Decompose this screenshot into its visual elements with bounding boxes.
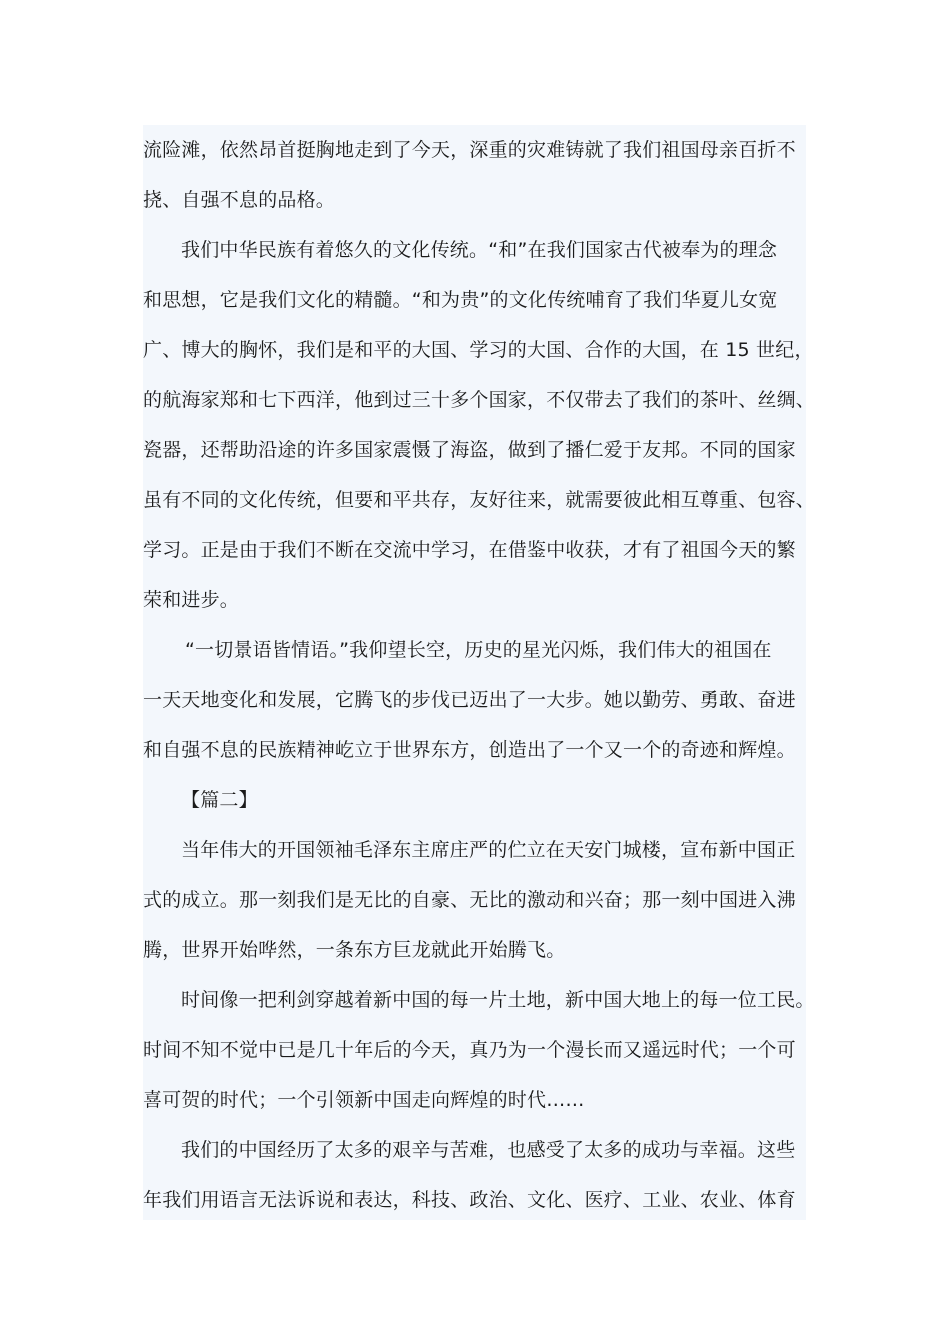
text-line: 式的成立。那一刻我们是无比的自豪、无比的激动和兴奋；那一刻中国进入沸 xyxy=(143,889,796,911)
text-line: 和自强不息的民族精神屹立于世界东方，创造出了一个又一个的奇迹和辉煌。 xyxy=(143,739,796,761)
text-line: 一天天地变化和发展，它腾飞的步伐已迈出了一大步。她以勤劳、勇敢、奋进 xyxy=(143,689,796,711)
text-line: 学习。正是由于我们不断在交流中学习，在借鉴中收获，才有了祖国今天的繁 xyxy=(143,539,796,561)
text-line: 我们中华民族有着悠久的文化传统。“和”在我们国家古代被奉为的理念 xyxy=(181,239,778,261)
text-line: “一切景语皆情语。”我仰望长空，历史的星光闪烁，我们伟大的祖国在 xyxy=(185,639,772,661)
text-line: 我们的中国经历了太多的艰辛与苦难，也感受了太多的成功与幸福。这些 xyxy=(181,1139,796,1161)
text-line: 挠、自强不息的品格。 xyxy=(143,189,336,211)
text-line: 当年伟大的开国领袖毛泽东主席庄严的伫立在天安门城楼，宣布新中国正 xyxy=(181,839,796,861)
text-line: 广、博大的胸怀，我们是和平的大国、学习的大国、合作的大国，在 15 世纪， xyxy=(143,339,814,361)
text-line: 的航海家郑和七下西洋，他到过三十多个国家，不仅带去了我们的茶叶、丝绸、 xyxy=(143,389,816,411)
text-line: 虽有不同的文化传统，但要和平共存，友好往来，就需要彼此相互尊重、包容、 xyxy=(143,489,816,511)
document-text-block xyxy=(143,125,816,1220)
text-line: 和思想，它是我们文化的精髓。“和为贵”的文化传统哺育了我们华夏儿女宽 xyxy=(143,289,778,311)
text-line: 腾，世界开始哗然，一条东方巨龙就此开始腾飞。 xyxy=(143,939,566,961)
text-line: 时间像一把利剑穿越着新中国的每一片土地，新中国大地上的每一位工民。 xyxy=(181,989,815,1011)
text-line: 荣和进步。 xyxy=(143,589,240,611)
text-line: 时间不知不觉中已是几十年后的今天，真乃为一个漫长而又遥远时代；一个可 xyxy=(143,1039,796,1061)
text-line: 流险滩，依然昂首挺胸地走到了今天，深重的灾难铸就了我们祖国母亲百折不 xyxy=(143,139,796,161)
text-line: 年我们用语言无法诉说和表达，科技、政治、文化、医疗、工业、农业、体育 xyxy=(143,1189,796,1211)
text-line: 喜可贺的时代；一个引领新中国走向辉煌的时代…… xyxy=(143,1089,585,1111)
section-heading: 【篇二】 xyxy=(181,789,258,811)
text-line: 瓷器，还帮助沿途的许多国家震慑了海盗，做到了播仁爱于友邦。不同的国家 xyxy=(143,439,796,461)
